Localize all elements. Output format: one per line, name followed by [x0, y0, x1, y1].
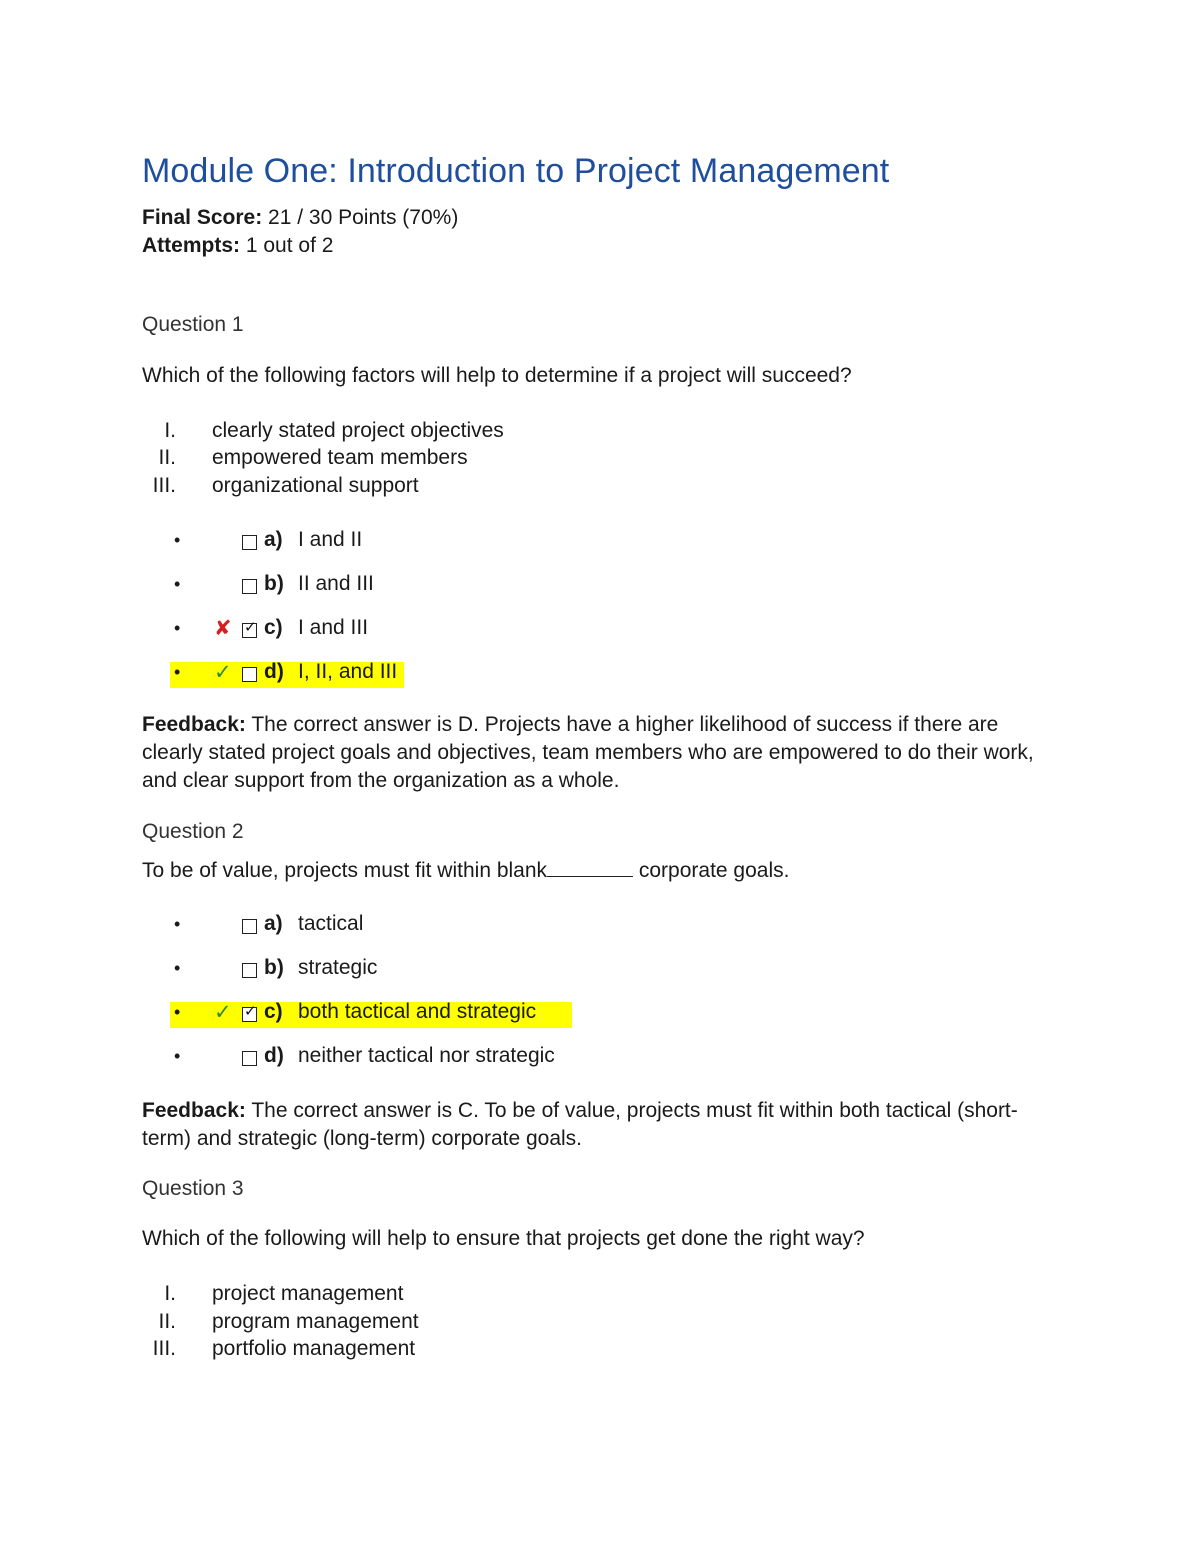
answer-option-a[interactable]	[170, 912, 570, 944]
correct-check-icon: ✓	[214, 661, 232, 684]
feedback-label: Feedback:	[142, 713, 246, 736]
answer-option-d[interactable]	[170, 1044, 570, 1076]
answer-option-a[interactable]	[170, 528, 570, 560]
option-text: strategic	[298, 956, 378, 979]
option-letter: d)	[264, 1044, 284, 1067]
bullet-icon: •	[174, 618, 181, 638]
feedback-2	[142, 1097, 1062, 1153]
document-page: Module One: Introduction to Project Management Final Score: 21 / 30 Points (70%) Attempts: 1 out of 2 Question 1 Which of the following factors will help to determine if a project will succeed? I. clearly stated project objectives II. empowered team members III. organizational support • a) I and II • b) II and III • ✘ ✓ c) I and III • ✓ d) I, II, and III Feedback: The correct answer is D. Projects have a higher likelihood of success if there are clearly stated project goals and objectives, team members who are empowered to do their work, and clear support from the organization as a whole. Question 2 To be of value, projects must fit within blank corporate goals. • a) tactical • b) strategic • ✓ ✓ c) both tactical and strategic • d) neither tactical nor strategic Feedback: The correct answer is C. To be of value, projects must fit within both tactical (short-term) and strategic (long-term) corporate goals. Question 3 Which of the following will help to ensure that projects get done the right way? I. project management II. program management III. portfolio management	[0, 0, 1200, 1553]
feedback-text: The correct answer is D. Projects have a higher likelihood of success if there are clearly stated project goals and objectives, team members who are empowered to do their work, and clear support from the organization as a whole.	[142, 713, 1034, 792]
question-3-heading: Question 3	[142, 1177, 244, 1200]
answer-option-d[interactable]	[170, 660, 570, 692]
question-2-heading: Question 2	[142, 820, 244, 843]
option-text: tactical	[298, 912, 364, 935]
attempts-label: Attempts:	[142, 234, 240, 257]
bullet-icon: •	[174, 958, 181, 978]
answer-option-b[interactable]	[170, 956, 570, 988]
fill-in-blank	[547, 858, 633, 877]
checkbox-icon[interactable]	[242, 535, 257, 550]
option-text: I, II, and III	[298, 660, 398, 683]
feedback-text: The correct answer is C. To be of value, projects must fit within both tactical (short-term) and strategic (long-term) corporate goals.	[142, 1099, 1018, 1150]
option-letter: d)	[264, 660, 284, 683]
correct-check-icon: ✓	[214, 1001, 232, 1024]
option-text: both tactical and strategic	[298, 1000, 537, 1023]
page-title: Module One: Introduction to Project Management	[142, 152, 890, 190]
question-1-text: Which of the following factors will help to determine if a project will succeed?	[142, 364, 852, 387]
final-score	[142, 206, 458, 230]
checkbox-icon[interactable]	[242, 919, 257, 934]
answer-option-c[interactable]	[170, 1000, 570, 1032]
option-letter: c)	[264, 1000, 283, 1023]
feedback-label: Feedback:	[142, 1099, 246, 1122]
option-text: I and II	[298, 528, 363, 551]
answer-option-b[interactable]	[170, 572, 570, 604]
checkbox-icon[interactable]	[242, 963, 257, 978]
bullet-icon: •	[174, 662, 181, 682]
option-text: II and III	[298, 572, 374, 595]
option-letter: b)	[264, 572, 284, 595]
checkbox-icon[interactable]	[242, 1051, 257, 1066]
attempts-value: 1 out of 2	[245, 234, 334, 257]
checkbox-icon[interactable]	[242, 579, 257, 594]
checkbox-checked-icon[interactable]: ✓	[244, 1003, 257, 1020]
checkbox-checked-icon[interactable]: ✓	[244, 619, 257, 636]
bullet-icon: •	[174, 1002, 181, 1022]
attempts	[142, 234, 333, 258]
option-letter: a)	[264, 912, 283, 935]
bullet-icon: •	[174, 574, 181, 594]
question-3-text: Which of the following will help to ensure that projects get done the right way?	[142, 1227, 865, 1250]
answer-option-c[interactable]	[170, 616, 570, 648]
final-score-label: Final Score:	[142, 206, 263, 229]
bullet-icon: •	[174, 914, 181, 934]
option-letter: b)	[264, 956, 284, 979]
incorrect-x-icon: ✘	[214, 617, 232, 640]
question-2-text: To be of value, projects must fit within blank corporate goals.	[142, 859, 790, 882]
final-score-value: 21 / 30 Points (70%)	[268, 206, 459, 229]
option-text: I and III	[298, 616, 369, 639]
question-1-heading: Question 1	[142, 313, 244, 336]
option-text: neither tactical nor strategic	[298, 1044, 555, 1067]
bullet-icon: •	[174, 1046, 181, 1066]
checkbox-icon[interactable]	[242, 667, 257, 682]
option-letter: a)	[264, 528, 283, 551]
bullet-icon: •	[174, 530, 181, 550]
option-letter: c)	[264, 616, 283, 639]
feedback-1	[142, 711, 1062, 795]
